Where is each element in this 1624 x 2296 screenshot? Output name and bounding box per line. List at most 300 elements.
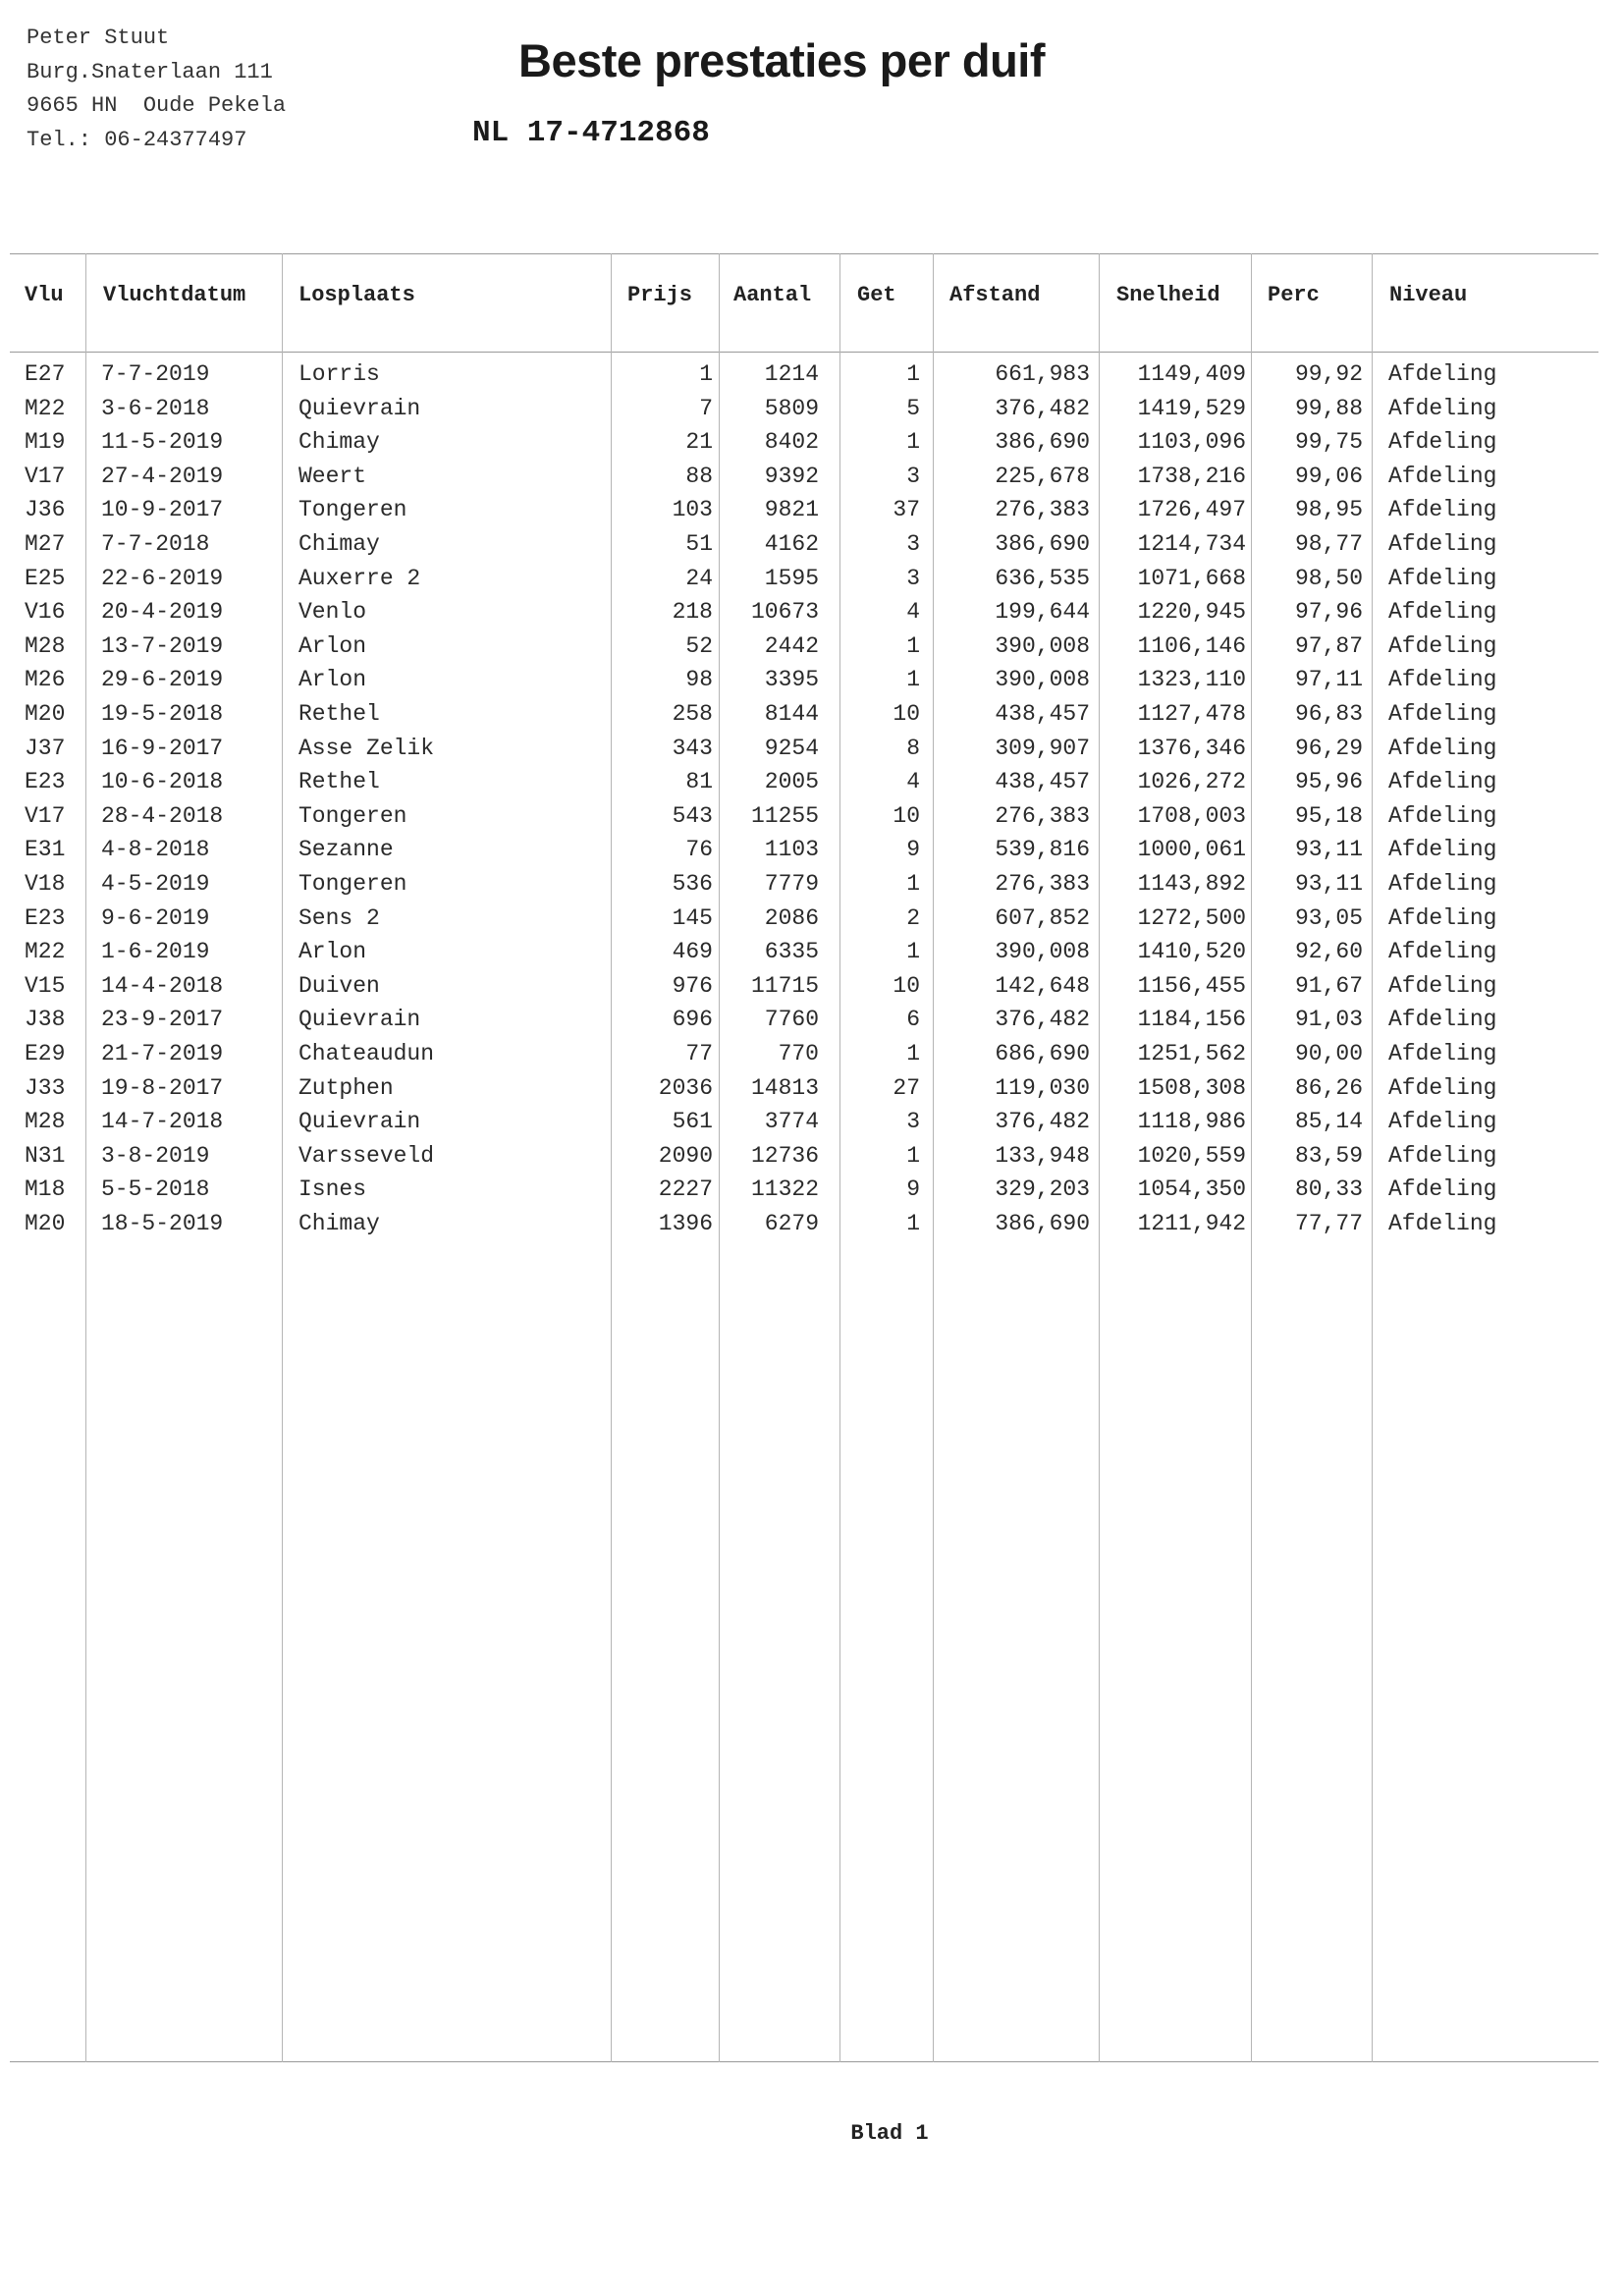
cell-niveau: Afdeling xyxy=(1388,463,1497,489)
cell-afstand: 661,983 xyxy=(995,361,1090,387)
cell-losplaats: Asse Zelik xyxy=(298,735,435,761)
cell-aantal: 6279 xyxy=(764,1211,819,1236)
cell-vlu: M22 xyxy=(25,939,66,965)
cell-niveau: Afdeling xyxy=(1388,1007,1497,1033)
cell-niveau: Afdeling xyxy=(1388,701,1497,727)
cell-aantal: 7760 xyxy=(764,1007,819,1033)
cell-losplaats: Sens 2 xyxy=(298,904,380,931)
cell-losplaats: Tongeren xyxy=(298,802,407,829)
cell-perc: 99,88 xyxy=(1294,395,1363,421)
cell-snelheid: 1156,455 xyxy=(1137,972,1246,999)
cell-snelheid: 1000,061 xyxy=(1137,837,1246,863)
cell-datum: 4-5-2019 xyxy=(101,871,210,897)
table-row xyxy=(10,527,1598,562)
header-snelheid: Snelheid xyxy=(1116,283,1220,307)
cell-get: 2 xyxy=(906,904,920,931)
cell-niveau: Afdeling xyxy=(1388,395,1497,421)
header-get: Get xyxy=(857,283,896,307)
cell-afstand: 142,648 xyxy=(995,972,1090,999)
cell-snelheid: 1214,734 xyxy=(1137,531,1246,557)
cell-snelheid: 1118,986 xyxy=(1137,1109,1246,1135)
table-row xyxy=(10,663,1598,697)
cell-aantal: 770 xyxy=(778,1041,819,1066)
cell-prijs: 2227 xyxy=(658,1176,713,1203)
cell-datum: 14-4-2018 xyxy=(101,972,224,999)
cell-perc: 95,96 xyxy=(1294,769,1363,795)
table-bottom-border xyxy=(10,2061,1598,2062)
cell-prijs: 51 xyxy=(685,531,713,557)
cell-niveau: Afdeling xyxy=(1388,1109,1497,1135)
cell-get: 9 xyxy=(906,837,920,863)
cell-niveau: Afdeling xyxy=(1388,361,1497,387)
cell-aantal: 12736 xyxy=(750,1142,819,1169)
cell-perc: 98,95 xyxy=(1294,497,1363,523)
cell-prijs: 561 xyxy=(672,1109,713,1135)
cell-niveau: Afdeling xyxy=(1388,939,1497,965)
cell-vlu: J33 xyxy=(25,1074,66,1101)
cell-afstand: 133,948 xyxy=(995,1142,1090,1169)
cell-prijs: 98 xyxy=(685,667,713,693)
cell-prijs: 258 xyxy=(672,701,713,727)
cell-datum: 20-4-2019 xyxy=(101,599,224,626)
cell-datum: 16-9-2017 xyxy=(101,735,224,761)
cell-perc: 99,06 xyxy=(1294,463,1363,489)
cell-perc: 91,03 xyxy=(1294,1007,1363,1033)
cell-datum: 22-6-2019 xyxy=(101,565,224,591)
cell-get: 1 xyxy=(906,871,920,897)
cell-afstand: 376,482 xyxy=(995,395,1090,421)
cell-get: 9 xyxy=(906,1176,920,1203)
cell-snelheid: 1323,110 xyxy=(1137,667,1246,693)
owner-phone: Tel.: 06-24377497 xyxy=(27,127,247,152)
cell-snelheid: 1149,409 xyxy=(1137,361,1246,387)
cell-perc: 96,83 xyxy=(1294,701,1363,727)
cell-snelheid: 1272,500 xyxy=(1137,904,1246,931)
cell-perc: 97,11 xyxy=(1294,667,1363,693)
cell-losplaats: Zutphen xyxy=(298,1074,394,1101)
cell-losplaats: Auxerre 2 xyxy=(298,565,421,591)
cell-prijs: 696 xyxy=(672,1007,713,1033)
cell-prijs: 343 xyxy=(672,735,713,761)
cell-aantal: 3774 xyxy=(764,1109,819,1135)
cell-prijs: 218 xyxy=(672,599,713,626)
cell-losplaats: Chimay xyxy=(298,429,380,456)
owner-name: Peter Stuut xyxy=(27,26,170,50)
cell-losplaats: Quievrain xyxy=(298,1007,421,1033)
cell-get: 1 xyxy=(906,939,920,965)
cell-vlu: V18 xyxy=(25,871,66,897)
cell-vlu: V16 xyxy=(25,599,66,626)
table-row xyxy=(10,902,1598,936)
cell-datum: 29-6-2019 xyxy=(101,667,224,693)
table-row xyxy=(10,833,1598,867)
cell-datum: 14-7-2018 xyxy=(101,1109,224,1135)
cell-prijs: 543 xyxy=(672,802,713,829)
cell-get: 37 xyxy=(893,497,920,523)
table-row xyxy=(10,1173,1598,1207)
header-divider xyxy=(10,352,1598,353)
cell-datum: 7-7-2018 xyxy=(101,531,210,557)
cell-vlu: E25 xyxy=(25,565,66,591)
cell-losplaats: Arlon xyxy=(298,667,367,693)
cell-perc: 86,26 xyxy=(1294,1074,1363,1101)
table-row xyxy=(10,493,1598,527)
cell-get: 1 xyxy=(906,667,920,693)
cell-aantal: 4162 xyxy=(764,531,819,557)
cell-losplaats: Rethel xyxy=(298,701,380,727)
cell-afstand: 199,644 xyxy=(995,599,1090,626)
cell-datum: 19-5-2018 xyxy=(101,701,224,727)
cell-snelheid: 1708,003 xyxy=(1137,802,1246,829)
cell-perc: 90,00 xyxy=(1294,1041,1363,1066)
cell-vlu: V17 xyxy=(25,463,66,489)
cell-vlu: M19 xyxy=(25,429,66,456)
cell-snelheid: 1020,559 xyxy=(1137,1142,1246,1169)
cell-perc: 93,11 xyxy=(1294,837,1363,863)
cell-get: 1 xyxy=(906,361,920,387)
cell-get: 3 xyxy=(906,565,920,591)
cell-losplaats: Chateaudun xyxy=(298,1041,435,1066)
cell-vlu: E27 xyxy=(25,361,66,387)
header-perc: Perc xyxy=(1268,283,1320,307)
cell-datum: 7-7-2019 xyxy=(101,361,210,387)
page-number: Blad 1 xyxy=(850,2121,929,2146)
cell-niveau: Afdeling xyxy=(1388,667,1497,693)
cell-datum: 27-4-2019 xyxy=(101,463,224,489)
cell-snelheid: 1251,562 xyxy=(1137,1041,1246,1066)
cell-prijs: 76 xyxy=(685,837,713,863)
cell-niveau: Afdeling xyxy=(1388,1041,1497,1066)
cell-datum: 5-5-2018 xyxy=(101,1176,210,1203)
cell-perc: 97,87 xyxy=(1294,632,1363,659)
cell-vlu: M18 xyxy=(25,1176,66,1203)
cell-vlu: N31 xyxy=(25,1142,66,1169)
cell-losplaats: Arlon xyxy=(298,632,367,659)
cell-get: 8 xyxy=(906,735,920,761)
cell-losplaats: Tongeren xyxy=(298,871,407,897)
table-row xyxy=(10,562,1598,596)
cell-get: 4 xyxy=(906,769,920,795)
cell-vlu: M20 xyxy=(25,701,66,727)
cell-aantal: 11715 xyxy=(750,972,819,999)
cell-vlu: V17 xyxy=(25,802,66,829)
cell-get: 1 xyxy=(906,632,920,659)
table-row xyxy=(10,357,1598,392)
cell-aantal: 8402 xyxy=(764,429,819,456)
cell-prijs: 976 xyxy=(672,972,713,999)
cell-afstand: 636,535 xyxy=(995,565,1090,591)
cell-snelheid: 1738,216 xyxy=(1137,463,1246,489)
cell-get: 10 xyxy=(893,802,920,829)
cell-snelheid: 1054,350 xyxy=(1137,1176,1246,1203)
table-row xyxy=(10,595,1598,629)
cell-perc: 98,50 xyxy=(1294,565,1363,591)
cell-datum: 3-8-2019 xyxy=(101,1142,210,1169)
cell-afstand: 438,457 xyxy=(995,769,1090,795)
cell-snelheid: 1127,478 xyxy=(1137,701,1246,727)
table-row xyxy=(10,1037,1598,1071)
owner-street: Burg.Snaterlaan 111 xyxy=(27,59,273,84)
results-table xyxy=(10,253,1598,2062)
cell-datum: 4-8-2018 xyxy=(101,837,210,863)
cell-snelheid: 1419,529 xyxy=(1137,395,1246,421)
cell-afstand: 607,852 xyxy=(995,904,1090,931)
cell-afstand: 119,030 xyxy=(995,1074,1090,1101)
cell-get: 5 xyxy=(906,395,920,421)
cell-prijs: 145 xyxy=(672,904,713,931)
cell-afstand: 390,008 xyxy=(995,939,1090,965)
header-afstand: Afstand xyxy=(949,283,1041,307)
cell-datum: 3-6-2018 xyxy=(101,395,210,421)
cell-datum: 28-4-2018 xyxy=(101,802,224,829)
cell-afstand: 276,383 xyxy=(995,802,1090,829)
cell-afstand: 386,690 xyxy=(995,429,1090,456)
table-row xyxy=(10,799,1598,834)
cell-afstand: 376,482 xyxy=(995,1109,1090,1135)
cell-niveau: Afdeling xyxy=(1388,1074,1497,1101)
table-row xyxy=(10,460,1598,494)
cell-losplaats: Rethel xyxy=(298,769,380,795)
cell-snelheid: 1410,520 xyxy=(1137,939,1246,965)
table-row xyxy=(10,425,1598,460)
table-row xyxy=(10,732,1598,766)
cell-aantal: 1595 xyxy=(764,565,819,591)
cell-get: 4 xyxy=(906,599,920,626)
header-vluchtdatum: Vluchtdatum xyxy=(103,283,246,307)
cell-vlu: M28 xyxy=(25,1109,66,1135)
cell-losplaats: Isnes xyxy=(298,1176,367,1203)
cell-datum: 21-7-2019 xyxy=(101,1041,224,1066)
cell-afstand: 438,457 xyxy=(995,701,1090,727)
cell-vlu: E31 xyxy=(25,837,66,863)
cell-losplaats: Varsseveld xyxy=(298,1142,435,1169)
header-niveau: Niveau xyxy=(1389,283,1468,307)
cell-losplaats: Venlo xyxy=(298,599,367,626)
header-losplaats: Losplaats xyxy=(298,283,415,307)
cell-datum: 13-7-2019 xyxy=(101,632,224,659)
cell-niveau: Afdeling xyxy=(1388,632,1497,659)
cell-datum: 11-5-2019 xyxy=(101,429,224,456)
table-row xyxy=(10,697,1598,732)
cell-vlu: J37 xyxy=(25,735,66,761)
cell-snelheid: 1220,945 xyxy=(1137,599,1246,626)
cell-losplaats: Quievrain xyxy=(298,395,421,421)
cell-aantal: 1103 xyxy=(764,837,819,863)
cell-perc: 99,75 xyxy=(1294,429,1363,456)
cell-niveau: Afdeling xyxy=(1388,802,1497,829)
cell-get: 3 xyxy=(906,531,920,557)
cell-perc: 92,60 xyxy=(1294,939,1363,965)
cell-prijs: 7 xyxy=(699,395,713,421)
cell-prijs: 1 xyxy=(699,361,713,387)
cell-get: 10 xyxy=(893,701,920,727)
cell-perc: 93,11 xyxy=(1294,871,1363,897)
table-row xyxy=(10,1071,1598,1106)
cell-aantal: 5809 xyxy=(764,395,819,421)
cell-perc: 96,29 xyxy=(1294,735,1363,761)
cell-aantal: 11322 xyxy=(750,1176,819,1203)
cell-datum: 19-8-2017 xyxy=(101,1074,224,1101)
cell-prijs: 21 xyxy=(685,429,713,456)
cell-datum: 9-6-2019 xyxy=(101,904,210,931)
cell-aantal: 9821 xyxy=(764,497,819,523)
cell-snelheid: 1143,892 xyxy=(1137,871,1246,897)
cell-niveau: Afdeling xyxy=(1388,429,1497,456)
table-row xyxy=(10,1105,1598,1139)
cell-losplaats: Chimay xyxy=(298,531,380,557)
cell-niveau: Afdeling xyxy=(1388,769,1497,795)
cell-perc: 91,67 xyxy=(1294,972,1363,999)
cell-snelheid: 1184,156 xyxy=(1137,1007,1246,1033)
cell-afstand: 225,678 xyxy=(995,463,1090,489)
cell-aantal: 2442 xyxy=(764,632,819,659)
cell-vlu: M28 xyxy=(25,632,66,659)
cell-afstand: 276,383 xyxy=(995,871,1090,897)
cell-vlu: E23 xyxy=(25,769,66,795)
cell-prijs: 1396 xyxy=(658,1211,713,1236)
cell-aantal: 2086 xyxy=(764,904,819,931)
cell-get: 1 xyxy=(906,429,920,456)
cell-perc: 99,92 xyxy=(1294,361,1363,387)
cell-perc: 77,77 xyxy=(1294,1211,1363,1236)
cell-perc: 98,77 xyxy=(1294,531,1363,557)
table-row xyxy=(10,629,1598,664)
cell-snelheid: 1211,942 xyxy=(1137,1211,1246,1236)
cell-get: 3 xyxy=(906,463,920,489)
cell-afstand: 539,816 xyxy=(995,837,1090,863)
cell-perc: 80,33 xyxy=(1294,1176,1363,1203)
cell-snelheid: 1376,346 xyxy=(1137,735,1246,761)
cell-vlu: M27 xyxy=(25,531,66,557)
cell-niveau: Afdeling xyxy=(1388,531,1497,557)
cell-niveau: Afdeling xyxy=(1388,735,1497,761)
cell-afstand: 390,008 xyxy=(995,632,1090,659)
cell-datum: 10-6-2018 xyxy=(101,769,224,795)
cell-losplaats: Sezanne xyxy=(298,837,394,863)
cell-datum: 10-9-2017 xyxy=(101,497,224,523)
cell-aantal: 1214 xyxy=(764,361,819,387)
cell-snelheid: 1726,497 xyxy=(1137,497,1246,523)
cell-niveau: Afdeling xyxy=(1388,904,1497,931)
cell-afstand: 309,907 xyxy=(995,735,1090,761)
table-row xyxy=(10,867,1598,902)
table-row xyxy=(10,1003,1598,1037)
cell-datum: 23-9-2017 xyxy=(101,1007,224,1033)
cell-losplaats: Duiven xyxy=(298,972,380,999)
ring-number: NL 17-4712868 xyxy=(472,116,710,150)
table-row xyxy=(10,1207,1598,1241)
cell-vlu: J36 xyxy=(25,497,66,523)
cell-aantal: 7779 xyxy=(764,871,819,897)
cell-vlu: J38 xyxy=(25,1007,66,1033)
cell-aantal: 6335 xyxy=(764,939,819,965)
cell-prijs: 88 xyxy=(685,463,713,489)
owner-address xyxy=(27,22,286,157)
owner-city: 9665 HN Oude Pekela xyxy=(27,93,287,118)
cell-niveau: Afdeling xyxy=(1388,565,1497,591)
cell-niveau: Afdeling xyxy=(1388,837,1497,863)
cell-aantal: 3395 xyxy=(764,667,819,693)
cell-losplaats: Lorris xyxy=(298,361,380,387)
cell-perc: 83,59 xyxy=(1294,1142,1363,1169)
cell-get: 1 xyxy=(906,1041,920,1066)
cell-niveau: Afdeling xyxy=(1388,972,1497,999)
cell-get: 27 xyxy=(893,1074,920,1101)
table-row xyxy=(10,1139,1598,1174)
cell-aantal: 11255 xyxy=(750,802,819,829)
cell-datum: 1-6-2019 xyxy=(101,939,210,965)
cell-prijs: 81 xyxy=(685,769,713,795)
cell-snelheid: 1106,146 xyxy=(1137,632,1246,659)
cell-aantal: 14813 xyxy=(750,1074,819,1101)
cell-get: 3 xyxy=(906,1109,920,1135)
cell-niveau: Afdeling xyxy=(1388,1142,1497,1169)
cell-prijs: 77 xyxy=(685,1041,713,1066)
cell-perc: 93,05 xyxy=(1294,904,1363,931)
cell-vlu: V15 xyxy=(25,972,66,999)
table-row xyxy=(10,935,1598,969)
cell-prijs: 103 xyxy=(672,497,713,523)
cell-niveau: Afdeling xyxy=(1388,871,1497,897)
cell-vlu: E23 xyxy=(25,904,66,931)
header-aantal: Aantal xyxy=(733,283,812,307)
cell-get: 1 xyxy=(906,1211,920,1236)
cell-get: 10 xyxy=(893,972,920,999)
cell-afstand: 329,203 xyxy=(995,1176,1090,1203)
cell-afstand: 686,690 xyxy=(995,1041,1090,1066)
cell-prijs: 24 xyxy=(685,565,713,591)
cell-losplaats: Tongeren xyxy=(298,497,407,523)
cell-prijs: 52 xyxy=(685,632,713,659)
cell-snelheid: 1071,668 xyxy=(1137,565,1246,591)
cell-aantal: 9392 xyxy=(764,463,819,489)
cell-prijs: 536 xyxy=(672,871,713,897)
cell-losplaats: Weert xyxy=(298,463,367,489)
cell-perc: 85,14 xyxy=(1294,1109,1363,1135)
cell-afstand: 376,482 xyxy=(995,1007,1090,1033)
cell-snelheid: 1026,272 xyxy=(1137,769,1246,795)
cell-vlu: M26 xyxy=(25,667,66,693)
cell-prijs: 2036 xyxy=(658,1074,713,1101)
cell-niveau: Afdeling xyxy=(1388,599,1497,626)
cell-get: 6 xyxy=(906,1007,920,1033)
cell-niveau: Afdeling xyxy=(1388,1176,1497,1203)
cell-aantal: 10673 xyxy=(750,599,819,626)
cell-losplaats: Chimay xyxy=(298,1211,380,1236)
cell-niveau: Afdeling xyxy=(1388,497,1497,523)
table-top-border xyxy=(10,253,1598,254)
cell-prijs: 2090 xyxy=(658,1142,713,1169)
cell-perc: 97,96 xyxy=(1294,599,1363,626)
table-row xyxy=(10,392,1598,426)
cell-afstand: 390,008 xyxy=(995,667,1090,693)
cell-aantal: 8144 xyxy=(764,701,819,727)
table-row xyxy=(10,969,1598,1004)
cell-snelheid: 1508,308 xyxy=(1137,1074,1246,1101)
cell-vlu: E29 xyxy=(25,1041,66,1066)
cell-losplaats: Quievrain xyxy=(298,1109,421,1135)
cell-snelheid: 1103,096 xyxy=(1137,429,1246,456)
cell-aantal: 2005 xyxy=(764,769,819,795)
cell-losplaats: Arlon xyxy=(298,939,367,965)
cell-afstand: 386,690 xyxy=(995,531,1090,557)
cell-get: 1 xyxy=(906,1142,920,1169)
cell-perc: 95,18 xyxy=(1294,802,1363,829)
header-vlu: Vlu xyxy=(25,283,64,307)
header-prijs: Prijs xyxy=(627,283,693,307)
cell-aantal: 9254 xyxy=(764,735,819,761)
cell-prijs: 469 xyxy=(672,939,713,965)
